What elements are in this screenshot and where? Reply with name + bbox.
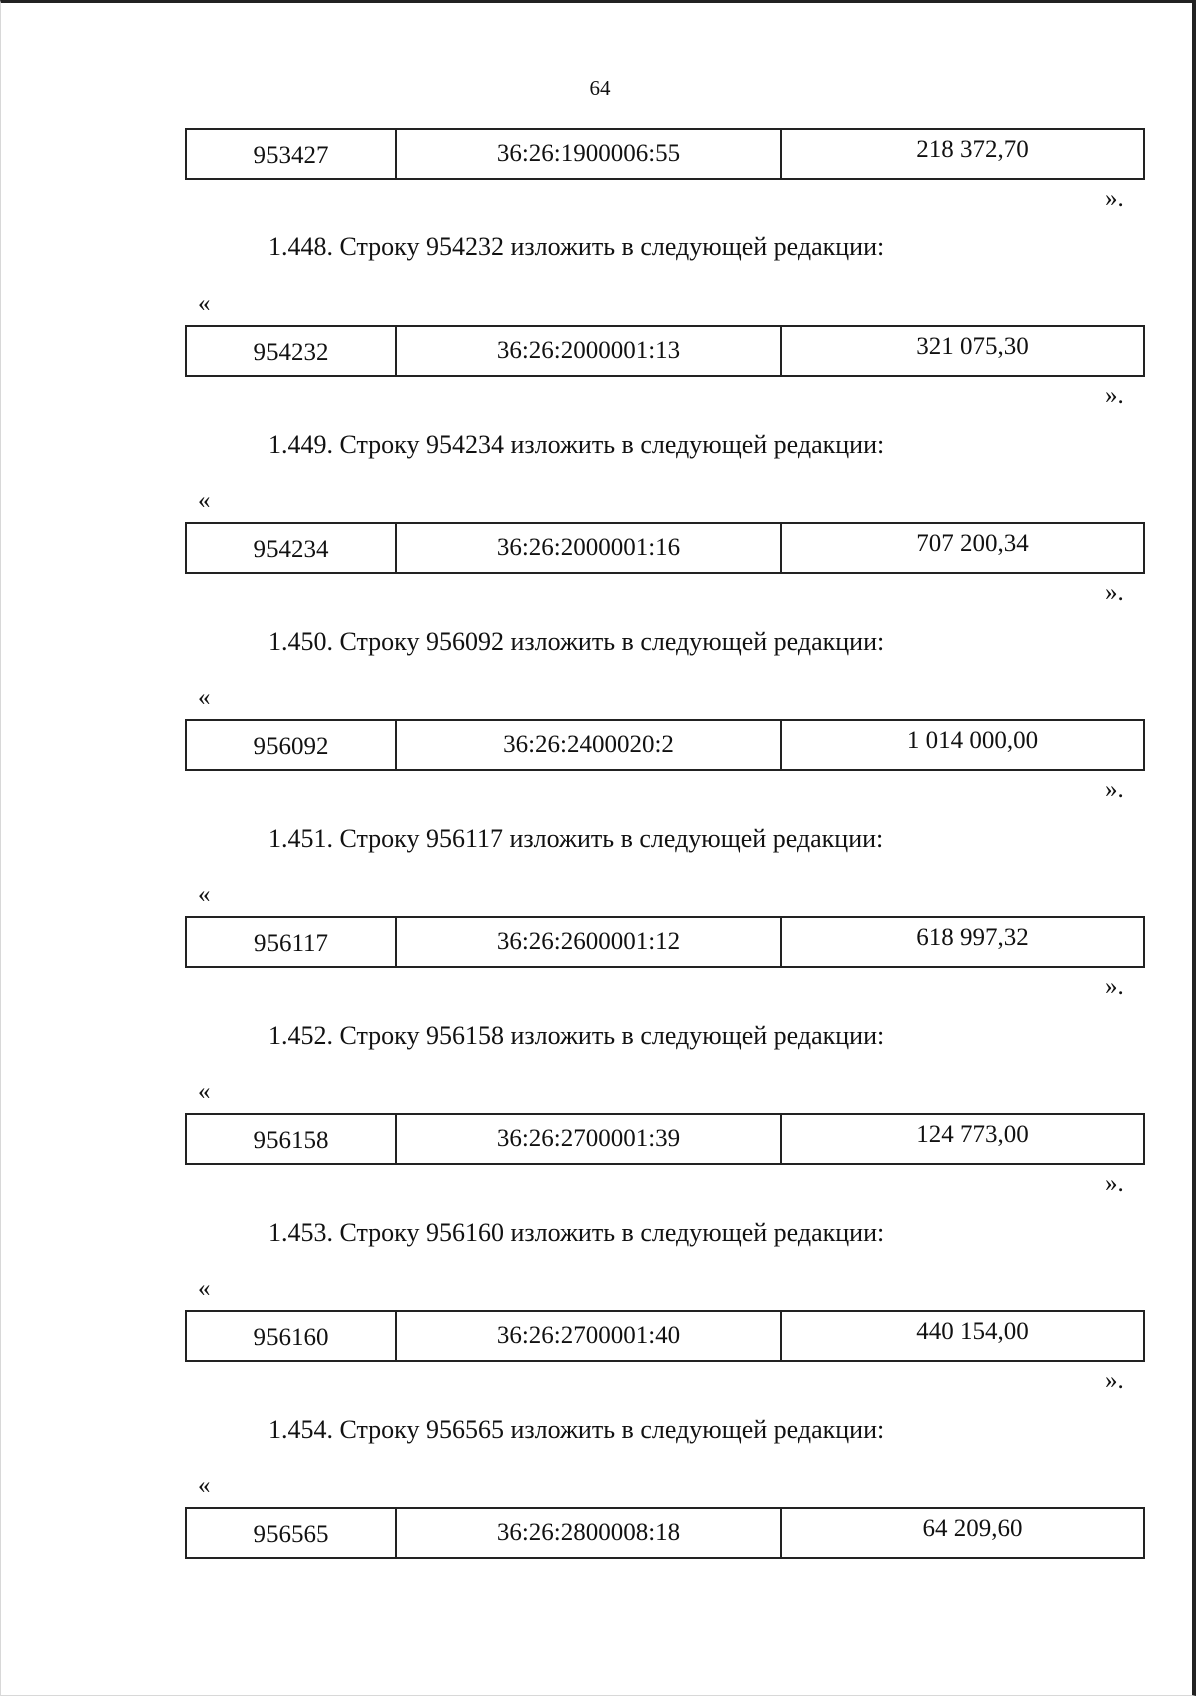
table-row [185, 1310, 1145, 1362]
amendment-instruction: 1.448. Строку 954232 изложить в следующей редакции: [268, 232, 885, 261]
value-cell: 707 200,34 [916, 530, 1029, 557]
row-id-cell: 956565 [187, 1509, 397, 1557]
row-id-cell: 954232 [187, 327, 397, 375]
amendment-instruction: 1.449. Строку 954234 изложить в следующей редакции: [268, 430, 885, 459]
amendment-instruction: 1.454. Строку 956565 изложить в следующей редакции: [268, 1415, 885, 1444]
table-row [185, 128, 1145, 180]
cadastral-number-cell: 36:26:1900006:55 [397, 130, 782, 178]
row-id-cell: 956158 [187, 1115, 397, 1163]
page-number: 64 [589, 76, 611, 100]
value-cell: 124 773,00 [916, 1121, 1029, 1148]
table-row [185, 916, 1145, 968]
close-quote: ». [1105, 973, 1124, 1000]
open-quote: « [198, 290, 211, 317]
row-id-cell: 956092 [187, 721, 397, 769]
row-id-cell: 956160 [187, 1312, 397, 1360]
value-cell: 64 209,60 [922, 1515, 1023, 1542]
cadastral-number-cell: 36:26:2800008:18 [397, 1509, 782, 1557]
close-quote: ». [1105, 579, 1124, 606]
cadastral-number-cell: 36:26:2000001:13 [397, 327, 782, 375]
row-id-cell: 954234 [187, 524, 397, 572]
cadastral-number-cell: 36:26:2700001:39 [397, 1115, 782, 1163]
open-quote: « [198, 1078, 211, 1105]
amendment-instruction: 1.451. Строку 956117 изложить в следующей редакции: [268, 824, 884, 853]
table-row [185, 325, 1145, 377]
cadastral-number-cell: 36:26:2400020:2 [397, 721, 782, 769]
open-quote: « [198, 1472, 211, 1499]
open-quote: « [198, 487, 211, 514]
open-quote: « [198, 1275, 211, 1302]
cadastral-number-cell: 36:26:2700001:40 [397, 1312, 782, 1360]
amendment-instruction: 1.453. Строку 956160 изложить в следующей редакции: [268, 1218, 885, 1247]
close-quote: ». [1105, 185, 1124, 212]
amendment-instruction: 1.450. Строку 956092 изложить в следующей редакции: [268, 627, 885, 656]
close-quote: ». [1105, 1170, 1124, 1197]
row-id-cell: 953427 [187, 130, 397, 178]
close-quote: ». [1105, 382, 1124, 409]
value-cell: 1 014 000,00 [906, 727, 1039, 754]
value-cell: 440 154,00 [916, 1318, 1029, 1345]
value-cell: 321 075,30 [916, 333, 1029, 360]
table-row [185, 1113, 1145, 1165]
table-row [185, 719, 1145, 771]
cadastral-number-cell: 36:26:2600001:12 [397, 918, 782, 966]
table-row [185, 522, 1145, 574]
open-quote: « [198, 881, 211, 908]
open-quote: « [198, 684, 211, 711]
value-cell: 618 997,32 [916, 924, 1029, 951]
close-quote: ». [1105, 1367, 1124, 1394]
amendment-instruction: 1.452. Строку 956158 изложить в следующей редакции: [268, 1021, 885, 1050]
close-quote: ». [1105, 776, 1124, 803]
cadastral-number-cell: 36:26:2000001:16 [397, 524, 782, 572]
table-row [185, 1507, 1145, 1559]
row-id-cell: 956117 [187, 918, 397, 966]
value-cell: 218 372,70 [916, 136, 1029, 163]
